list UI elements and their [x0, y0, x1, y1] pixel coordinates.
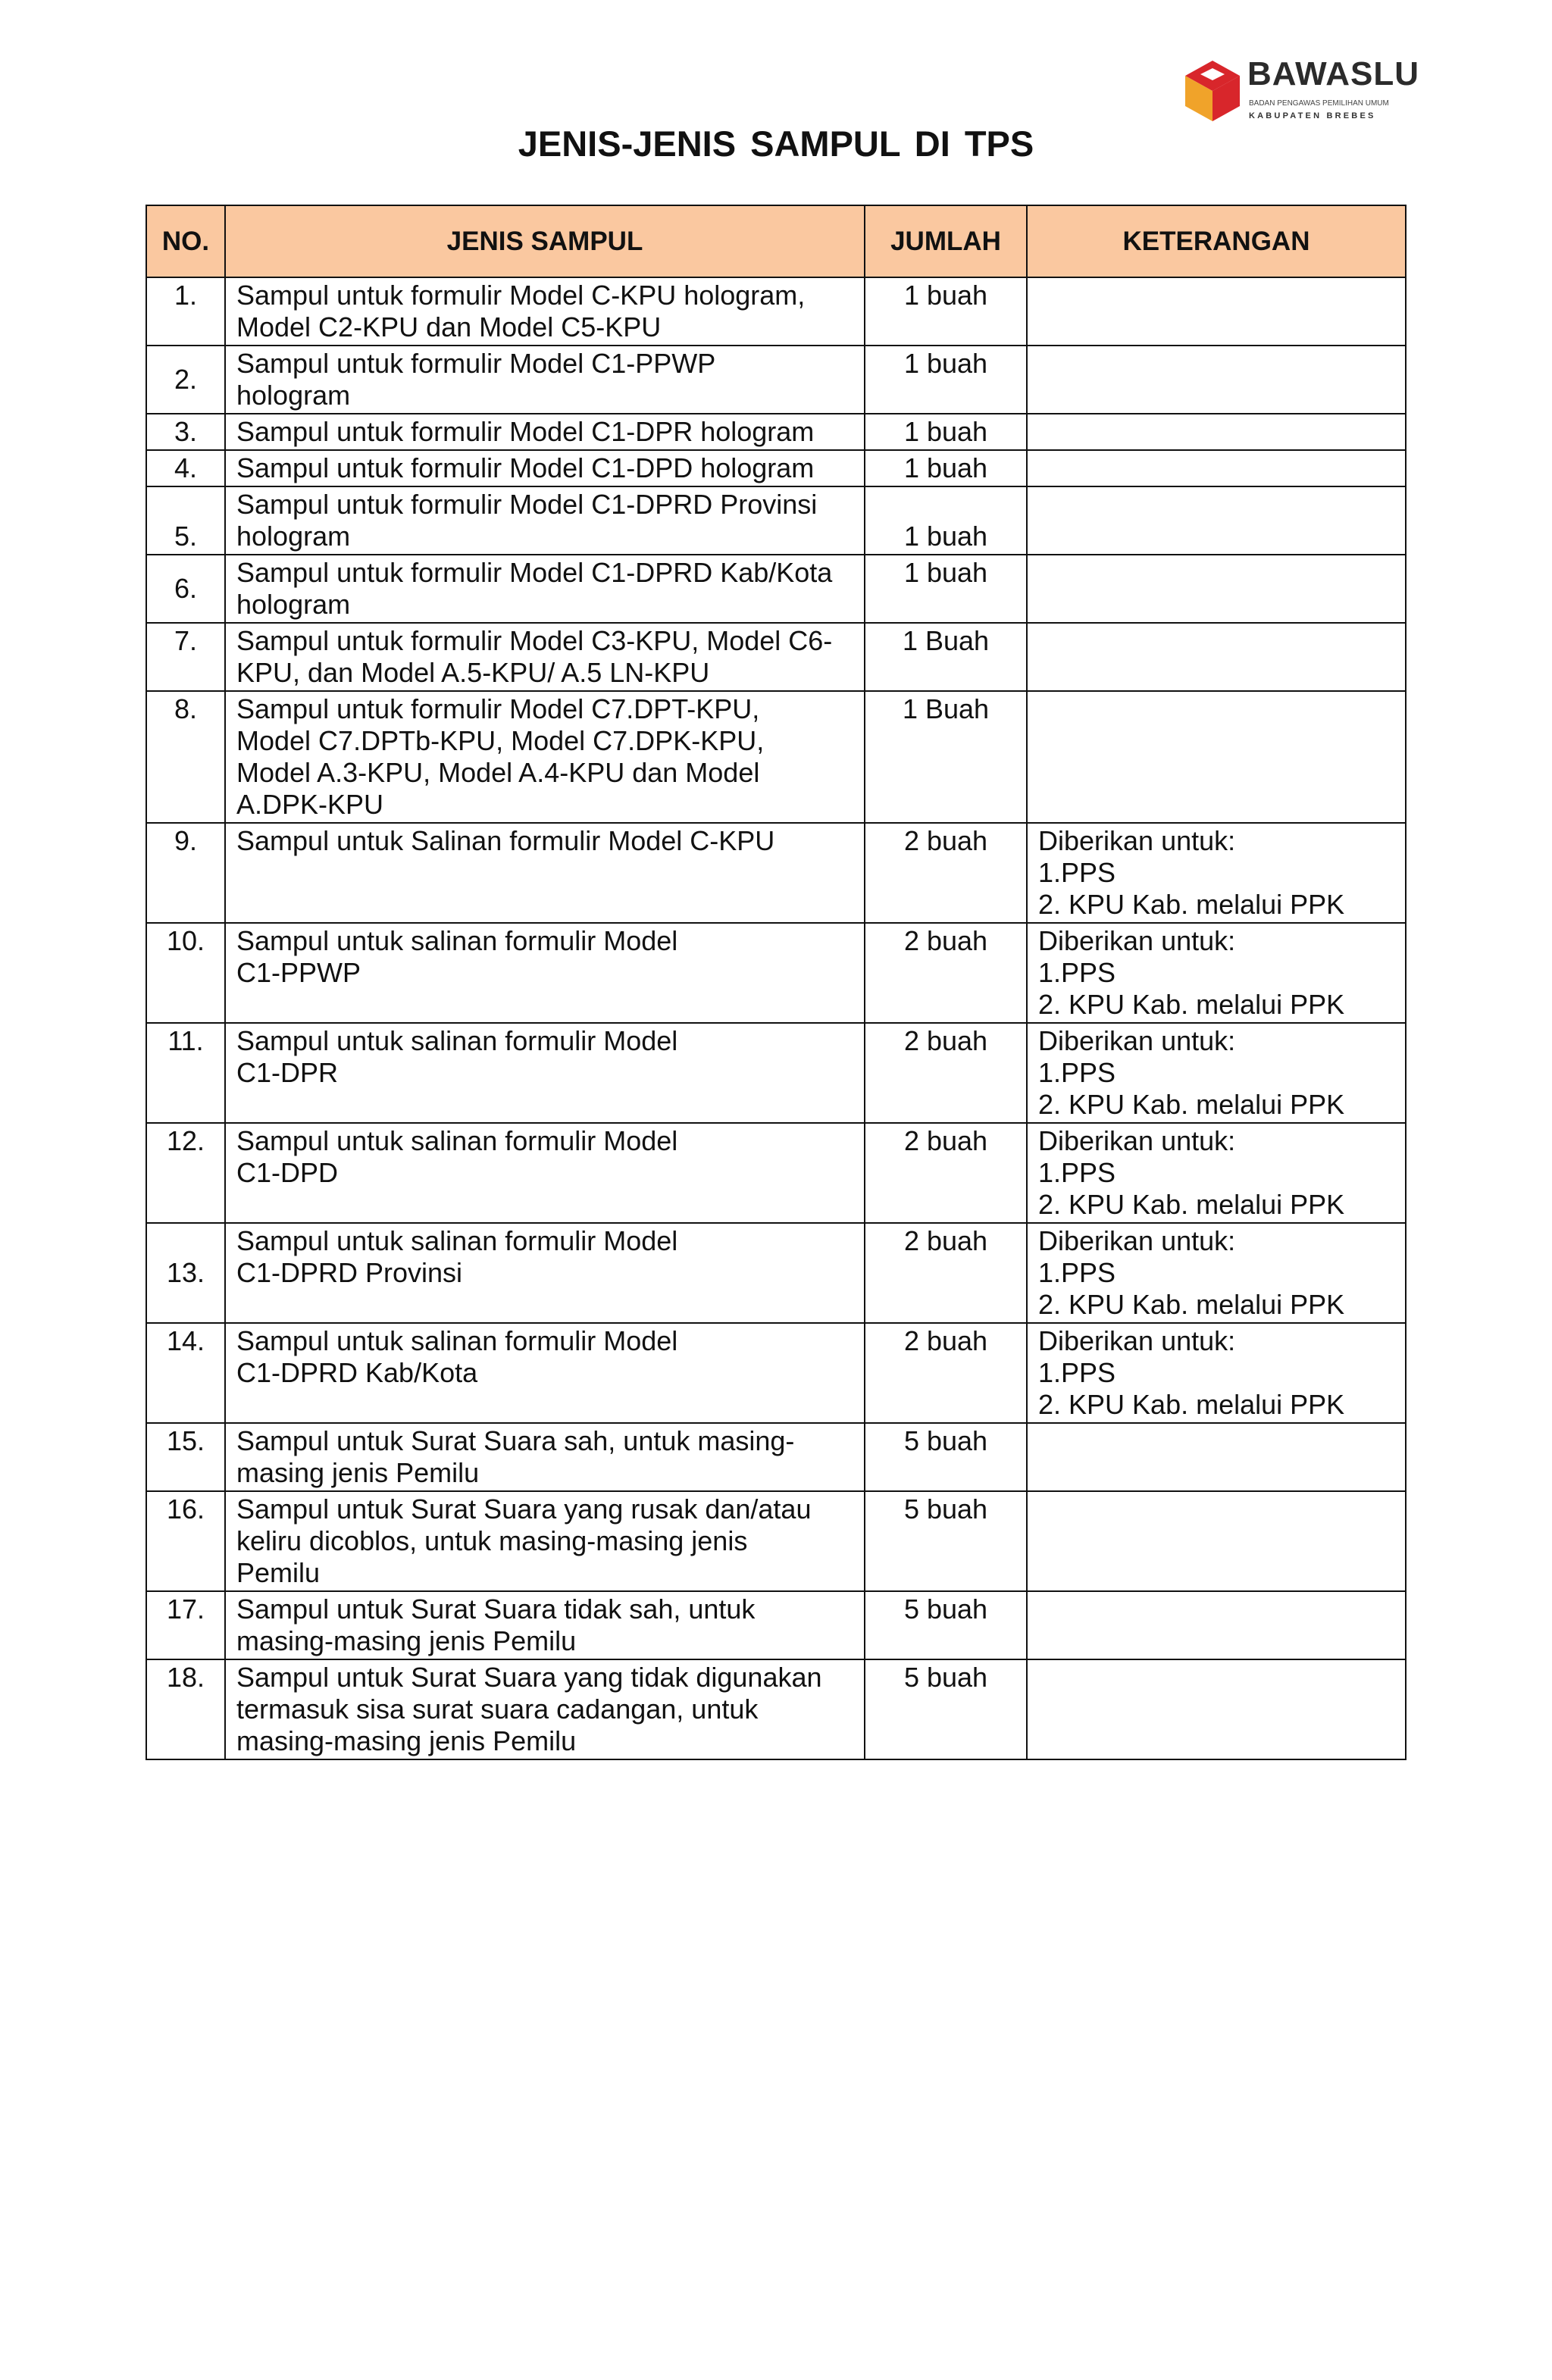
- cell-line: Sampul untuk formulir Model C-KPU hologram,: [236, 280, 806, 311]
- cell-line: 2. KPU Kab. melalui PPK: [1038, 889, 1345, 920]
- cell-no: 10.: [146, 923, 225, 1023]
- cell-jenis-sampul: [225, 691, 865, 823]
- cell-line: 1.PPS: [1038, 1257, 1116, 1288]
- cell-jumlah: 5 buah: [865, 1659, 1027, 1759]
- table-row: [146, 1323, 1406, 1423]
- cell-line: Diberikan untuk:: [1038, 1325, 1236, 1356]
- cell-line: Diberikan untuk:: [1038, 1225, 1236, 1256]
- cell-keterangan: [1027, 555, 1406, 623]
- cell-no: 17.: [146, 1591, 225, 1659]
- cell-line: termasuk sisa surat suara cadangan, untuk: [236, 1694, 759, 1725]
- cell-keterangan: [1027, 414, 1406, 450]
- cell-no: 2.: [146, 346, 225, 414]
- table-row: [146, 1591, 1406, 1659]
- sampul-table: [146, 205, 1406, 1760]
- cell-jenis-sampul: [225, 623, 865, 691]
- cell-line: masing jenis Pemilu: [236, 1457, 480, 1488]
- cell-line: Sampul untuk formulir Model C1-DPR hologram: [236, 416, 815, 447]
- cell-jumlah: 5 buah: [865, 1491, 1027, 1591]
- bawaslu-logo: [1184, 55, 1419, 127]
- cell-keterangan: [1027, 1659, 1406, 1759]
- cell-line: Sampul untuk formulir Model C3-KPU, Model C6-: [236, 625, 833, 656]
- cell-jenis-sampul: [225, 1423, 865, 1491]
- cell-line: 2. KPU Kab. melalui PPK: [1038, 989, 1345, 1020]
- table-row: [146, 414, 1406, 450]
- cell-line: 2. KPU Kab. melalui PPK: [1038, 1389, 1345, 1420]
- cell-line: masing-masing jenis Pemilu: [236, 1725, 577, 1756]
- cell-line: C1-DPD: [236, 1157, 339, 1188]
- table-row: [146, 1491, 1406, 1591]
- cell-jenis-sampul: [225, 1659, 865, 1759]
- cell-jenis-sampul: [225, 1491, 865, 1591]
- cell-no: 8.: [146, 691, 225, 823]
- cell-line: Sampul untuk Salinan formulir Model C-KPU: [236, 825, 775, 856]
- table-row: [146, 691, 1406, 823]
- cell-jenis-sampul: [225, 450, 865, 486]
- cell-line: masing-masing jenis Pemilu: [236, 1625, 577, 1656]
- cell-jenis-sampul: [225, 923, 865, 1023]
- cell-line: 2. KPU Kab. melalui PPK: [1038, 1289, 1345, 1320]
- cell-line: Diberikan untuk:: [1038, 1025, 1236, 1056]
- cell-line: 1.PPS: [1038, 1157, 1116, 1188]
- cell-no: 6.: [146, 555, 225, 623]
- cell-line: Diberikan untuk:: [1038, 925, 1236, 956]
- cell-jumlah: 1 buah: [865, 555, 1027, 623]
- cell-line: C1-DPR: [236, 1057, 339, 1088]
- cell-line: 2. KPU Kab. melalui PPK: [1038, 1089, 1345, 1120]
- cell-jumlah: 1 buah: [865, 277, 1027, 346]
- logo-region: KABUPATEN BREBES: [1249, 111, 1376, 120]
- cell-line: hologram: [236, 380, 351, 411]
- cell-jumlah: 1 Buah: [865, 691, 1027, 823]
- cell-line: 1.PPS: [1038, 957, 1116, 988]
- cell-line: hologram: [236, 521, 351, 552]
- cell-line: Sampul untuk formulir Model C1-DPRD Provinsi: [236, 489, 818, 520]
- cell-no: 12.: [146, 1123, 225, 1223]
- cell-jumlah: 1 buah: [865, 486, 1027, 555]
- cell-keterangan: [1027, 1423, 1406, 1491]
- cell-jenis-sampul: [225, 1223, 865, 1323]
- table-row: [146, 823, 1406, 923]
- cell-keterangan: [1027, 923, 1406, 1023]
- cell-jumlah: 1 Buah: [865, 623, 1027, 691]
- cell-jumlah: 5 buah: [865, 1423, 1027, 1491]
- cell-jenis-sampul: [225, 1023, 865, 1123]
- table-row: [146, 1223, 1406, 1323]
- cell-jumlah: 5 buah: [865, 1591, 1027, 1659]
- table-row: [146, 346, 1406, 414]
- column-header-no: NO.: [146, 205, 225, 277]
- cell-line: 1.PPS: [1038, 1057, 1116, 1088]
- cell-line: Sampul untuk salinan formulir Model: [236, 925, 678, 956]
- cell-line: Sampul untuk Surat Suara sah, untuk masing-: [236, 1425, 795, 1456]
- cell-line: Sampul untuk Surat Suara tidak sah, untuk: [236, 1593, 756, 1625]
- cell-keterangan: [1027, 486, 1406, 555]
- cell-jenis-sampul: [225, 346, 865, 414]
- cell-line: 1.PPS: [1038, 1357, 1116, 1388]
- cell-keterangan: [1027, 1591, 1406, 1659]
- cell-line: KPU, dan Model A.5-KPU/ A.5 LN-KPU: [236, 657, 710, 688]
- cell-no: 16.: [146, 1491, 225, 1591]
- column-header-jumlah: JUMLAH: [865, 205, 1027, 277]
- cell-keterangan: [1027, 1223, 1406, 1323]
- cell-line: Sampul untuk Surat Suara yang tidak digunakan: [236, 1662, 822, 1693]
- cell-no: 3.: [146, 414, 225, 450]
- cell-no: 13.: [146, 1223, 225, 1323]
- table-header-row: [146, 205, 1406, 277]
- cell-no: 4.: [146, 450, 225, 486]
- cell-jumlah: 2 buah: [865, 1123, 1027, 1223]
- cell-line: C1-DPRD Kab/Kota: [236, 1357, 478, 1388]
- cell-line: Sampul untuk salinan formulir Model: [236, 1025, 678, 1056]
- cell-line: Sampul untuk salinan formulir Model: [236, 1325, 678, 1356]
- logo-subtitle: BADAN PENGAWAS PEMILIHAN UMUM: [1249, 99, 1389, 108]
- cell-line: Sampul untuk formulir Model C1-DPD hologram: [236, 452, 815, 483]
- table-row: [146, 1023, 1406, 1123]
- cell-jumlah: 2 buah: [865, 1023, 1027, 1123]
- cell-line: C1-DPRD Provinsi: [236, 1257, 463, 1288]
- table-row: [146, 555, 1406, 623]
- cell-jumlah: 2 buah: [865, 1223, 1027, 1323]
- cell-line: hologram: [236, 589, 351, 620]
- cell-line: Model C7.DPTb-KPU, Model C7.DPK-KPU,: [236, 725, 765, 756]
- cell-line: Sampul untuk formulir Model C1-PPWP: [236, 348, 716, 379]
- cell-jenis-sampul: [225, 555, 865, 623]
- table-row: [146, 1423, 1406, 1491]
- cell-jumlah: 1 buah: [865, 346, 1027, 414]
- cell-jenis-sampul: [225, 823, 865, 923]
- cell-no: 11.: [146, 1023, 225, 1123]
- cell-line: Diberikan untuk:: [1038, 825, 1236, 856]
- bawaslu-emblem-icon: [1184, 59, 1241, 123]
- cell-no: 7.: [146, 623, 225, 691]
- cell-keterangan: [1027, 1023, 1406, 1123]
- column-header-jenis-sampul: JENIS SAMPUL: [225, 205, 865, 277]
- table-row: [146, 450, 1406, 486]
- cell-line: Model C2-KPU dan Model C5-KPU: [236, 311, 662, 342]
- table-body: [146, 277, 1406, 1759]
- cell-keterangan: [1027, 691, 1406, 823]
- cell-keterangan: [1027, 450, 1406, 486]
- cell-line: 1.PPS: [1038, 857, 1116, 888]
- table-row: [146, 277, 1406, 346]
- cell-no: 18.: [146, 1659, 225, 1759]
- cell-jenis-sampul: [225, 277, 865, 346]
- page-title: JENIS-JENIS SAMPUL DI TPS: [518, 124, 1034, 164]
- cell-line: Pemilu: [236, 1557, 321, 1588]
- cell-jenis-sampul: [225, 486, 865, 555]
- cell-jenis-sampul: [225, 414, 865, 450]
- cell-jumlah: 1 buah: [865, 414, 1027, 450]
- cell-jumlah: 2 buah: [865, 923, 1027, 1023]
- cell-line: C1-PPWP: [236, 957, 361, 988]
- cell-jenis-sampul: [225, 1591, 865, 1659]
- cell-line: Sampul untuk formulir Model C7.DPT-KPU,: [236, 693, 760, 724]
- cell-keterangan: [1027, 1491, 1406, 1591]
- cell-line: Sampul untuk salinan formulir Model: [236, 1125, 678, 1156]
- cell-line: Sampul untuk formulir Model C1-DPRD Kab/Kota: [236, 557, 833, 588]
- cell-line: Diberikan untuk:: [1038, 1125, 1236, 1156]
- cell-line: Sampul untuk Surat Suara yang rusak dan/atau: [236, 1493, 812, 1525]
- cell-keterangan: [1027, 623, 1406, 691]
- table-row: [146, 486, 1406, 555]
- logo-name: BAWASLU: [1247, 55, 1419, 92]
- cell-jumlah: 1 buah: [865, 450, 1027, 486]
- cell-keterangan: [1027, 1123, 1406, 1223]
- cell-keterangan: [1027, 277, 1406, 346]
- cell-line: keliru dicoblos, untuk masing-masing jenis: [236, 1525, 748, 1556]
- cell-line: Model A.3-KPU, Model A.4-KPU dan Model: [236, 757, 760, 788]
- cell-no: 1.: [146, 277, 225, 346]
- cell-no: 9.: [146, 823, 225, 923]
- cell-no: 15.: [146, 1423, 225, 1491]
- cell-jenis-sampul: [225, 1323, 865, 1423]
- cell-jenis-sampul: [225, 1123, 865, 1223]
- cell-no: 14.: [146, 1323, 225, 1423]
- cell-keterangan: [1027, 1323, 1406, 1423]
- column-header-keterangan: KETERANGAN: [1027, 205, 1406, 277]
- table-row: [146, 923, 1406, 1023]
- cell-line: Sampul untuk salinan formulir Model: [236, 1225, 678, 1256]
- table-row: [146, 623, 1406, 691]
- cell-jumlah: 2 buah: [865, 1323, 1027, 1423]
- cell-keterangan: [1027, 346, 1406, 414]
- cell-line: 2. KPU Kab. melalui PPK: [1038, 1189, 1345, 1220]
- cell-jumlah: 2 buah: [865, 823, 1027, 923]
- table-row: [146, 1123, 1406, 1223]
- cell-no: 5.: [146, 486, 225, 555]
- cell-line: A.DPK-KPU: [236, 789, 384, 820]
- cell-keterangan: [1027, 823, 1406, 923]
- table-row: [146, 1659, 1406, 1759]
